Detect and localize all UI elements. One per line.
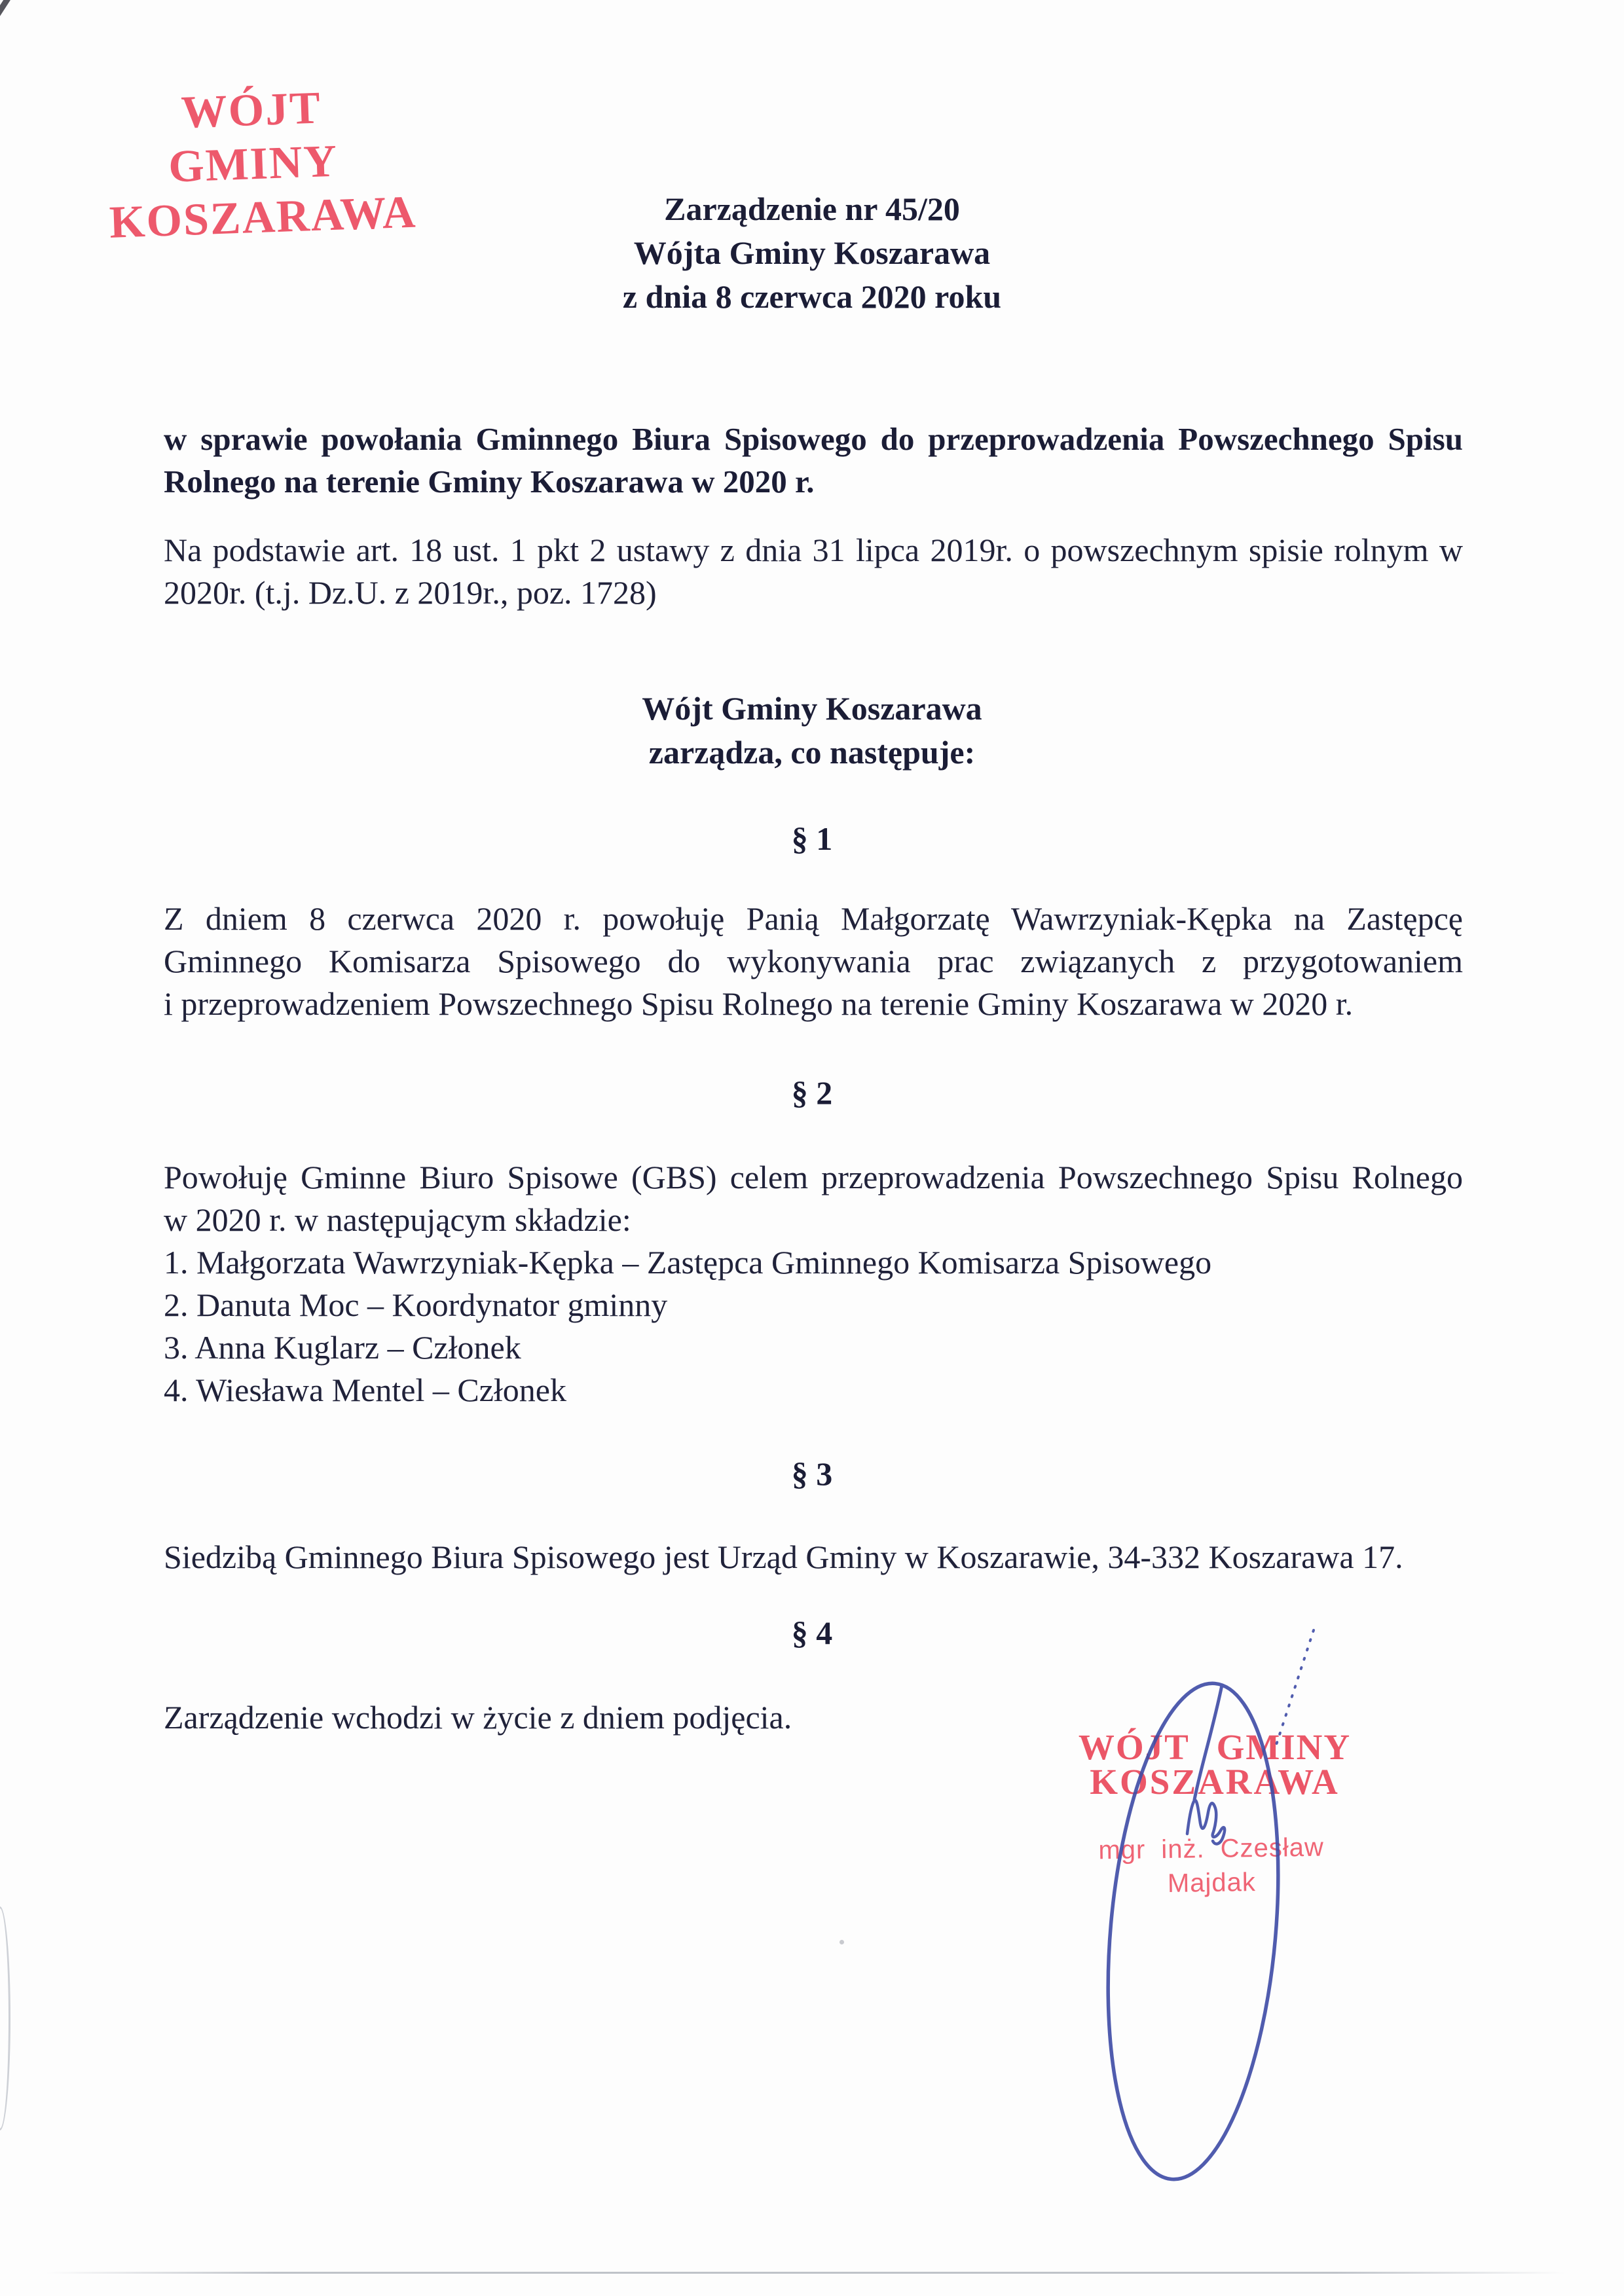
- scan-bottom-line: [46, 2272, 1565, 2274]
- committee-member-item: 3. Anna Kuglarz – Członek: [164, 1329, 521, 1366]
- header-stamp-line2: KOSZARAWA: [108, 187, 418, 248]
- section-3-line: Siedzibą Gminnego Biura Spisowego jest Urząd Gminy w Koszarawie, 34-332 Koszarawa 17.: [164, 1539, 1403, 1575]
- section-1-line: Z dniem 8 czerwca 2020 r. powołuję Panią Małgorzatę Wawrzyniak-Kępka na Zastępcę: [164, 900, 1463, 937]
- section-1-paragraph: [164, 898, 1463, 1025]
- scan-left-shadow: [0, 1906, 10, 2130]
- header-stamp-line1: WÓJT GMINY: [167, 82, 339, 192]
- section-2-paragraph: [164, 1156, 1463, 1412]
- legal-basis-line: 2020r. (t.j. Dz.U. z 2019r., poz. 1728): [164, 574, 657, 611]
- section-2-heading: § 2: [791, 1074, 833, 1111]
- section-2-intro: Powołuję Gminne Biuro Spisowe (GBS) celem przeprowadzenia Powszechnego Spisu Rolnego: [164, 1159, 1463, 1195]
- signer-name-stamp: mgr inż. Czesław Majdak: [1098, 1832, 1325, 1898]
- section-2-intro: w 2020 r. w następującym składzie:: [164, 1201, 631, 1238]
- committee-member-item: 4. Wiesława Mentel – Członek: [164, 1372, 566, 1408]
- scan-corner-artifact: [0, 0, 11, 22]
- preamble-ordains: zarządza, co następuje:: [648, 734, 976, 771]
- legal-basis-line: Na podstawie art. 18 ust. 1 pkt 2 ustawy z dnia 31 lipca 2019r. o powszechnym spisie rolnym w: [164, 532, 1463, 568]
- title-line-date: z dnia 8 czerwca 2020 roku: [622, 278, 1002, 315]
- preamble-issuer: Wójt Gminy Koszarawa: [642, 690, 982, 727]
- section-3-paragraph: [164, 1536, 1463, 1578]
- committee-member-item: 1. Małgorzata Wawrzyniak-Kępka – Zastępca Gminnego Komisarza Spisowego: [164, 1244, 1212, 1281]
- footer-office-stamp-line2: KOSZARAWA: [1090, 1762, 1340, 1802]
- subject-line: w sprawie powołania Gminnego Biura Spisowego do przeprowadzenia Powszechnego Spisu: [164, 421, 1463, 457]
- section-1-line: i przeprowadzeniem Powszechnego Spisu Rolnego na terenie Gminy Koszarawa w 2020 r.: [164, 985, 1354, 1022]
- section-3-heading: § 3: [791, 1455, 833, 1492]
- signature-entry-stroke: [1275, 1630, 1314, 1749]
- document-title: [157, 187, 1467, 319]
- signature-ellipse: [1089, 1676, 1297, 2186]
- section-4-heading: § 4: [791, 1614, 833, 1651]
- section-4-line: Zarządzenie wchodzi w życie z dniem podjęcia.: [164, 1699, 792, 1736]
- subject-paragraph: [164, 418, 1463, 503]
- handwritten-signature: [1022, 1597, 1388, 2239]
- legal-basis-paragraph: [164, 529, 1463, 614]
- section-1-line: Gminnego Komisarza Spisowego do wykonywania prac związanych z przygotowaniem: [164, 943, 1463, 979]
- committee-member-item: 2. Danuta Moc – Koordynator gminny: [164, 1286, 668, 1323]
- section-1-heading: § 1: [791, 820, 833, 857]
- signature-paraph-squiggle: [1187, 1800, 1225, 1844]
- footer-office-stamp-line1: WÓJT GMINY: [1078, 1727, 1352, 1767]
- preamble: [157, 687, 1467, 774]
- signature-descender-stroke: [1194, 1685, 1222, 1800]
- title-line-issuer: Wójta Gminy Koszarawa: [633, 234, 991, 271]
- scan-speck: [840, 1940, 844, 1944]
- subject-line: Rolnego na terenie Gminy Koszarawa w 2020 r.: [164, 464, 815, 500]
- title-line-number: Zarządzenie nr 45/20: [664, 191, 960, 227]
